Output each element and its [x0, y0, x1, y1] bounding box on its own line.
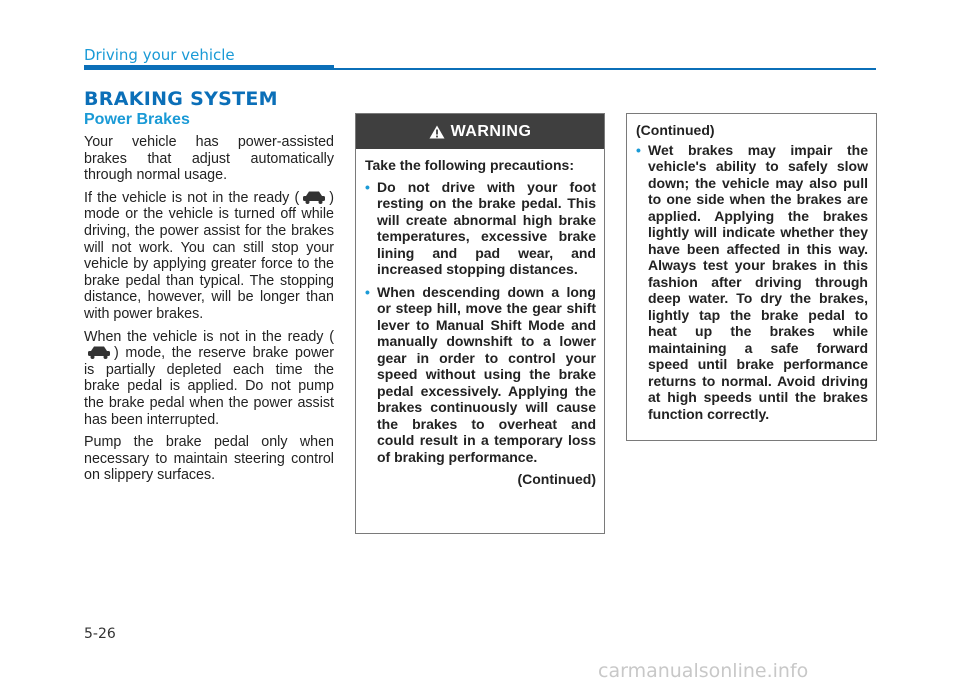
bullet-dot: • [365, 283, 370, 300]
car-ready-icon [301, 190, 327, 204]
list-item: • Do not drive with your foot resting on the brake pedal. This will create abnormal high brake temperatures, excessive brake lining and pad wear, and increased stopping distances. [365, 178, 596, 277]
warning-box [355, 113, 605, 534]
list-item: • Wet brakes may impair the vehicle's ability to safely slow down; the vehicle may also pull to one side when the brakes are applied. Applying the brakes lightly will indicate whether they have been affected in this way. Always test your brakes in this fashion after driving through deep water. To dry the brakes, lightly tap the brake pedal to heat up the brakes while maintaining a safe forward speed until brake performance returns to normal. Avoid driving at high speeds until the brakes function correctly. [636, 141, 868, 422]
continued-label: (Continued) [517, 471, 596, 487]
subsection-title: Power Brakes [84, 111, 190, 128]
paragraph-pump-pedal: Pump the brake pedal only when necessary to maintain steering control on slippery surfaces. [84, 434, 334, 484]
body-column [84, 134, 334, 490]
warning-triangle-icon [429, 125, 445, 139]
continued-label: (Continued) [636, 122, 715, 138]
warning-intro: Take the following precautions: [365, 157, 574, 173]
continued-warning-box [626, 113, 877, 441]
paragraph-power-assist: Your vehicle has power-assisted brakes that adjust automatically through normal usage. [84, 134, 334, 184]
car-ready-icon [86, 345, 112, 359]
bullet-dot: • [636, 141, 641, 158]
watermark: carmanualsonline.info [598, 660, 809, 682]
bullet-dot: • [365, 178, 370, 195]
warning-header [356, 114, 604, 149]
list-item: • When descending down a long or steep hill, move the gear shift lever to Manual Shift Mode and manually downshift to a lower gear in order to control your speed without using the brake pedal excessively. Applying the brakes continuously will cause the brakes to overheat and could result in a temporary loss of braking performance. [365, 283, 596, 465]
warning-label: WARNING [450, 122, 532, 140]
header-rule-thick [84, 65, 334, 70]
paragraph-reserve-power: When the vehicle is not in the ready () mode, the reserve brake power is partially depleted each time the brake pedal is applied. Do not pump the brake pedal when the power assist has been interrupted. [84, 328, 334, 428]
paragraph-ready-mode: If the vehicle is not in the ready ( ) mode or the vehicle is turned off while driving, the power assist for the brakes will not work. You can still stop your vehicle by applying greater force to the brake pedal than typical. The stopping distance, however, will be longer than with power brakes. [84, 189, 334, 322]
page-number: 5-26 [84, 626, 116, 642]
page-title: BRAKING SYSTEM [84, 88, 278, 110]
warning-body [356, 149, 604, 488]
section-header: Driving your vehicle [84, 46, 235, 64]
header-rule-thin [334, 68, 876, 70]
